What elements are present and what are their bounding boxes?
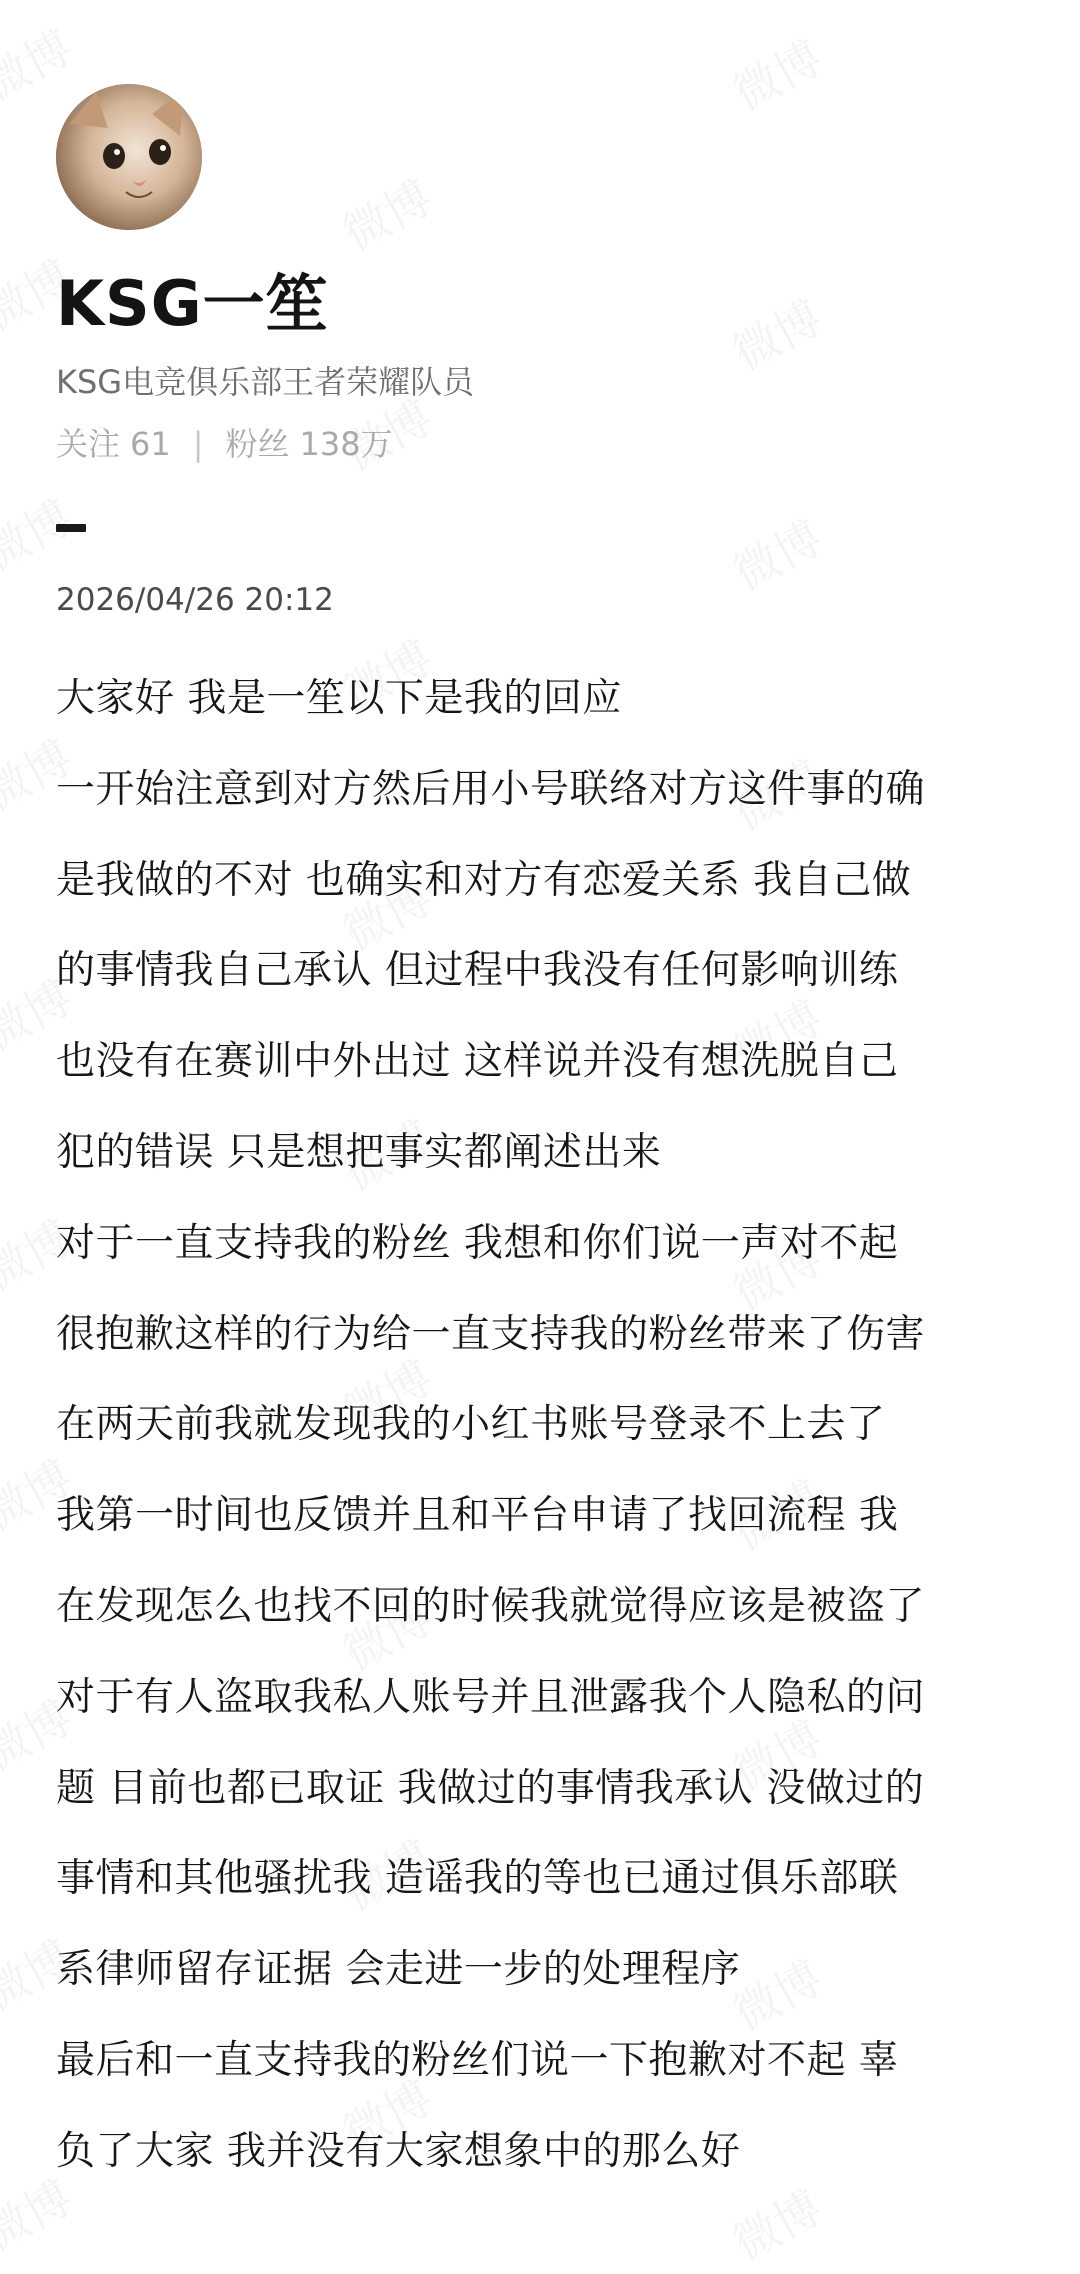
post-text-line: 大家好 我是一笙以下是我的回应: [56, 676, 622, 721]
avatar[interactable]: [56, 84, 202, 230]
user-bio: KSG电竞俱乐部王者荣耀队员: [56, 363, 475, 401]
following-stat[interactable]: [56, 422, 171, 466]
following-label: 关注: [56, 425, 121, 463]
profile-card: [56, 84, 1024, 2198]
post-text-line: 一开始注意到对方然后用小号联络对方这件事的确: [56, 766, 926, 812]
post-text-line: 题 目前也都已取证 我做过的事情我承认 没做过的: [56, 1765, 925, 1811]
followers-stat[interactable]: [226, 422, 393, 466]
stats-divider: |: [192, 425, 204, 463]
post-body: [56, 654, 1024, 2198]
post-text-line: 对于一直支持我的粉丝 我想和你们说一声对不起: [56, 1220, 899, 1266]
post-timestamp: 2026/04/26 20:12: [56, 582, 334, 618]
post-text-line: 在两天前我就发现我的小红书账号登录不上去了: [56, 1402, 886, 1448]
post-text-line: 也没有在赛训中外出过 这样说并没有想洗脱自己: [56, 1039, 899, 1085]
post-text-line: 是我做的不对 也确实和对方有恋爱关系 我自己做: [56, 857, 912, 903]
post-text-line: 在发现怎么也找不回的时候我就觉得应该是被盗了: [56, 1583, 926, 1629]
post-text-line: 很抱歉这样的行为给一直支持我的粉丝带来了伤害: [56, 1311, 926, 1357]
post-text-line: 的事情我自己承认 但过程中我没有任何影响训练: [56, 948, 899, 994]
post-text-line: 犯的错误 只是想把事实都阐述出来: [56, 1129, 662, 1175]
post-text-line: 事情和其他骚扰我 造谣我的等也已通过俱乐部联: [56, 1856, 899, 1902]
section-divider: [56, 524, 86, 532]
post-text-line: 我第一时间也反馈并且和平台申请了找回流程 我: [56, 1493, 899, 1539]
followers-label: 粉丝: [225, 425, 290, 463]
post-text-line: 负了大家 我并没有大家想象中的那么好: [56, 2128, 741, 2174]
follow-stats: [56, 422, 1024, 466]
post-text-line: 系律师留存证据 会走进一步的处理程序: [56, 1947, 741, 1993]
post-text-line: 对于有人盗取我私人账号并且泄露我个人隐私的问: [56, 1674, 926, 1720]
post-text-line: 最后和一直支持我的粉丝们说一下抱歉对不起 辜: [56, 2037, 899, 2083]
following-count: 61: [130, 425, 171, 463]
followers-count: 138万: [299, 425, 393, 463]
cat-avatar-icon: [56, 84, 202, 230]
username: KSG一笙: [56, 267, 329, 340]
